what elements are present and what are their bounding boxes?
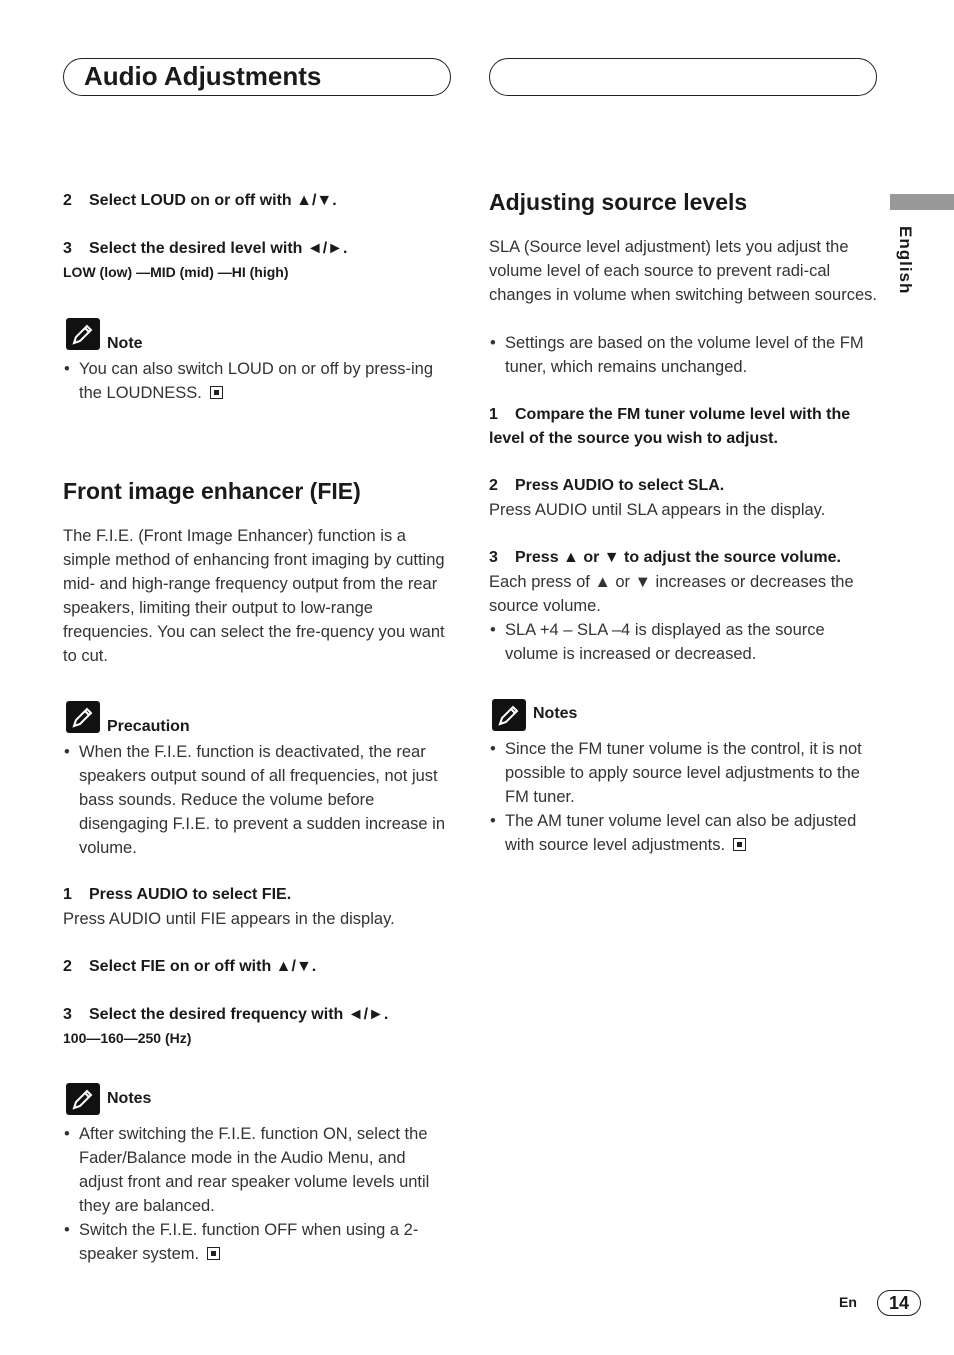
fie-description: The F.I.E. (Front Image Enhancer) function is a simple method of enhancing front imaging by cutting mid- and high-range frequency output from the rear speakers, limiting their output to low-range frequencies. You can select the fre-quency you want to cut. — [63, 527, 445, 665]
page-title: Audio Adjustments — [84, 61, 322, 91]
fie-step-3: 3 Select the desired frequency with ◄/►. — [63, 1006, 389, 1023]
sla-bullet-list — [489, 331, 877, 379]
page-number: 14 — [877, 1290, 921, 1316]
list-item: • SLA +4 – SLA –4 is displayed as the source volume is increased or decreased. — [489, 618, 877, 666]
sla-description: SLA (Source level adjustment) lets you adjust the volume level of each source to prevent radi-cal changes in volume when switching between sources. — [489, 238, 877, 304]
sla-step-1: 1 Compare the FM tuner volume level with the level of the source you wish to adjust. — [489, 406, 851, 447]
sla-step-3: 3 Press ▲ or ▼ to adjust the source volume. — [489, 549, 841, 566]
end-mark-icon — [733, 838, 746, 851]
sla-step-3-description: Each press of ▲ or ▼ increases or decreases the source volume. — [489, 573, 854, 615]
list-item: • Since the FM tuner volume is the control, it is not possible to apply source level adjustments to the FM tuner. — [489, 737, 877, 809]
list-item: • You can also switch LOUD on or off by press-ing the LOUDNESS. — [63, 357, 443, 405]
sla-notes-icon — [492, 699, 526, 731]
sla-notes-heading: Notes — [533, 705, 578, 722]
fie-step-1: 1 Press AUDIO to select FIE. — [63, 886, 292, 903]
end-mark-icon — [207, 1247, 220, 1260]
fie-step-1-description: Press AUDIO until FIE appears in the display. — [63, 910, 395, 928]
sla-step-2-description: Press AUDIO until SLA appears in the display. — [489, 501, 826, 519]
language-code: En — [839, 1294, 857, 1310]
note-heading: Note — [107, 335, 143, 352]
header-right-box — [489, 58, 877, 96]
sla-notes-list — [489, 737, 877, 857]
note-list — [63, 357, 443, 405]
loudness-levels: LOW (low) —MID (mid) —HI (high) — [63, 264, 289, 280]
end-mark-icon — [210, 386, 223, 399]
sla-step-2: 2 Press AUDIO to select SLA. — [489, 477, 725, 494]
list-item: • The AM tuner volume level can also be adjusted with source level adjustments. — [489, 809, 877, 857]
fie-frequencies: 100—160—250 (Hz) — [63, 1030, 192, 1046]
header-title-box — [63, 58, 451, 96]
list-item: • Switch the F.I.E. function OFF when using a 2-speaker system. — [63, 1218, 448, 1266]
note-icon — [66, 318, 100, 350]
precaution-list — [63, 740, 453, 860]
sla-heading: Adjusting source levels — [489, 189, 748, 215]
precaution-heading: Precaution — [107, 718, 190, 735]
list-item: • When the F.I.E. function is deactivated, the rear speakers output sound of all frequencies, not just bass sounds. Reduce the volume before disengaging F.I.E. to prevent a sudden increase in volume. — [63, 740, 453, 860]
precaution-icon — [66, 701, 100, 733]
fie-heading: Front image enhancer (FIE) — [63, 478, 361, 504]
fie-step-2: 2 Select FIE on or off with ▲/▼. — [63, 958, 317, 975]
notes-icon — [66, 1083, 100, 1115]
fie-notes-heading: Notes — [107, 1090, 152, 1107]
sla-step-3-bullet — [489, 618, 877, 666]
loud-step-3: 3 Select the desired level with ◄/►. — [63, 240, 348, 257]
list-item: • Settings are based on the volume level of the FM tuner, which remains unchanged. — [489, 331, 877, 379]
loud-step-2: 2 Select LOUD on or off with ▲/▼. — [63, 192, 337, 209]
fie-notes-list — [63, 1122, 448, 1266]
list-item: • After switching the F.I.E. function ON, select the Fader/Balance mode in the Audio Menu, and adjust front and rear speaker volume levels until they are balanced. — [63, 1122, 448, 1218]
language-tab — [890, 194, 954, 210]
language-label: English — [896, 226, 915, 295]
